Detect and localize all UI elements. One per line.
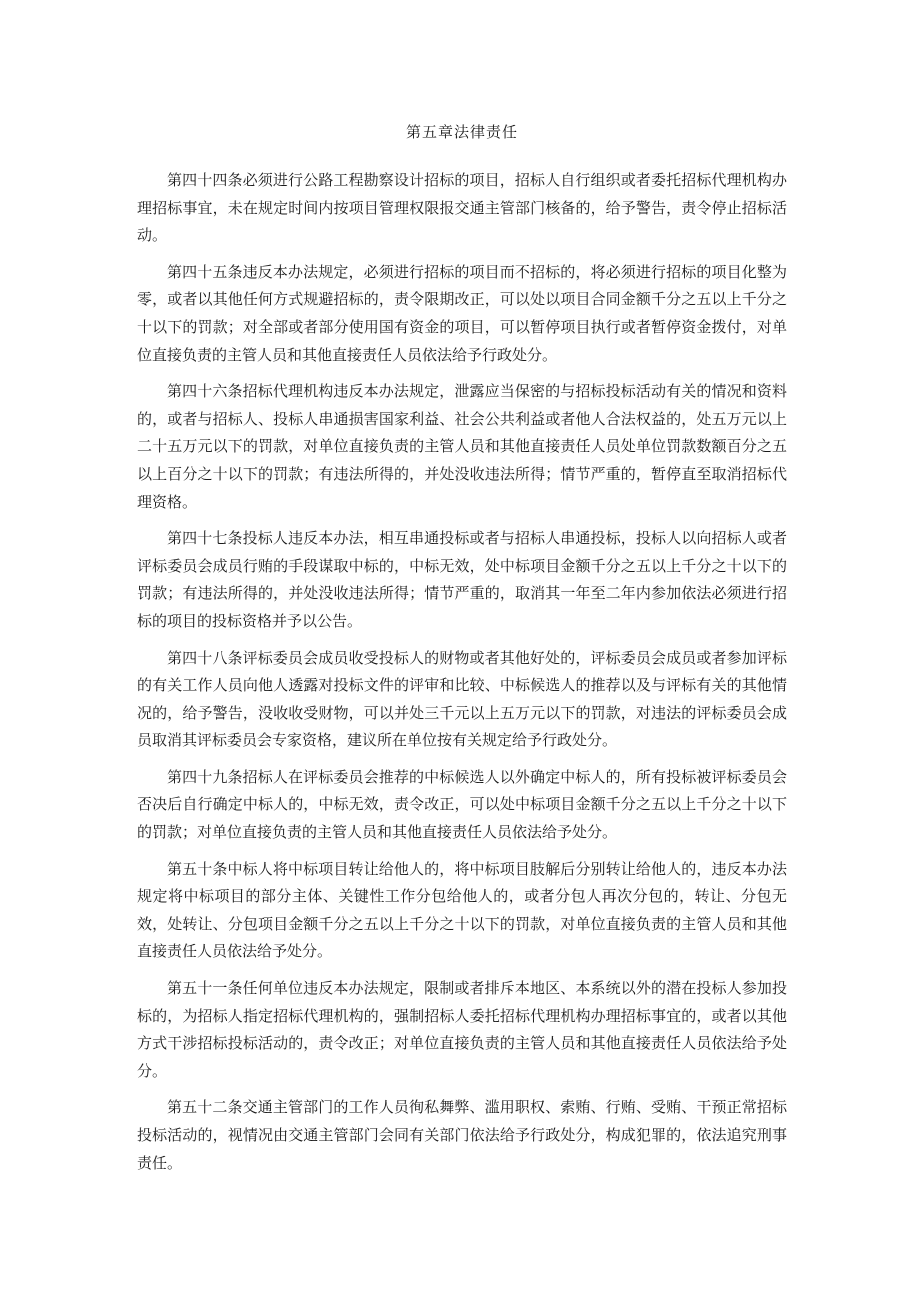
article-48: 第四十八条评标委员会成员收受投标人的财物或者其他好处的，评标委员会成员或者参加评标的有关工作人员向他人透露对投标文件的评审和比较、中标候选人的推荐以及与评标有关的其他情况的，给予警告，没收收受财物，可以并处三千元以上五万元以下的罚款，对违法的评标委员会成员取消其评标委员会专家资格，建议所在单位按有关规定给予行政处分。 xyxy=(137,648,787,750)
article-44: 第四十四条必须进行公路工程勘察设计招标的项目，招标人自行组织或者委托招标代理机构办理招标事宜，未在规定时间内按项目管理权限报交通主管部门核备的，给予警告，责令停止招标活动。 xyxy=(137,171,787,245)
chapter-title: 第五章法律责任 xyxy=(405,123,518,141)
document-page xyxy=(137,0,787,1186)
article-51: 第五十一条任何单位违反本办法规定，限制或者排斥本地区、本系统以外的潜在投标人参加投标的，为招标人指定招标代理机构的，强制招标人委托招标代理机构办理招标事宜的，或者以其他方式干涉招标投标活动的，责令改正；对单位直接负责的主管人员和其他直接责任人员依法给予处分。 xyxy=(137,979,787,1080)
article-50: 第五十条中标人将中标项目转让给他人的，将中标项目肢解后分别转让给他人的，违反本办法规定将中标项目的部分主体、关键性工作分包给他人的，或者分包人再次分包的，转让、分包无效，处转让、分包项目金额千分之五以上千分之十以下的罚款，对单位直接负责的主管人员和其他直接责任人员依法给予处分。 xyxy=(137,859,787,961)
article-list xyxy=(137,167,787,1177)
article-52: 第五十二条交通主管部门的工作人员徇私舞弊、滥用职权、索贿、行贿、受贿、干预正常招标投标活动的，视情况由交通主管部门会同有关部门依法给予行政处分，构成犯罪的，依法追究刑事责任。 xyxy=(137,1098,787,1172)
article-45: 第四十五条违反本办法规定，必须进行招标的项目而不招标的，将必须进行招标的项目化整为零，或者以其他任何方式规避招标的，责令限期改正，可以处以项目合同金额千分之五以上千分之十以下的罚款；对全部或者部分使用国有资金的项目，可以暂停项目执行或者暂停资金拨付，对单位直接负责的主管人员和其他直接责任人员依法给予行政处分。 xyxy=(137,262,787,364)
article-47: 第四十七条投标人违反本办法，相互串通投标或者与招标人串通投标，投标人以向招标人或者评标委员会成员行贿的手段谋取中标的，中标无效，处中标项目金额千分之五以上千分之十以下的罚款；有违法所得的，并处没收违法所得；情节严重的，取消其一年至二年内参加依法必须进行招标的项目的投标资格并予以公告。 xyxy=(137,529,787,630)
article-46: 第四十六条招标代理机构违反本办法规定，泄露应当保密的与招标投标活动有关的情况和资料的，或者与招标人、投标人串通损害国家利益、社会公共利益或者他人合法权益的，处五万元以上二十五万元以下的罚款，对单位直接负责的主管人员和其他直接责任人员处单位罚款数额百分之五以上百分之十以下的罚款；有违法所得的，并处没收违法所得；情节严重的，暂停直至取消招标代理资格。 xyxy=(137,382,787,511)
article-49: 第四十九条招标人在评标委员会推荐的中标候选人以外确定中标人的，所有投标被评标委员会否决后自行确定中标人的，中标无效，责令改正，可以处中标项目金额千分之五以上千分之十以下的罚款；对单位直接负责的主管人员和其他直接责任人员依法给予处分。 xyxy=(137,767,787,842)
